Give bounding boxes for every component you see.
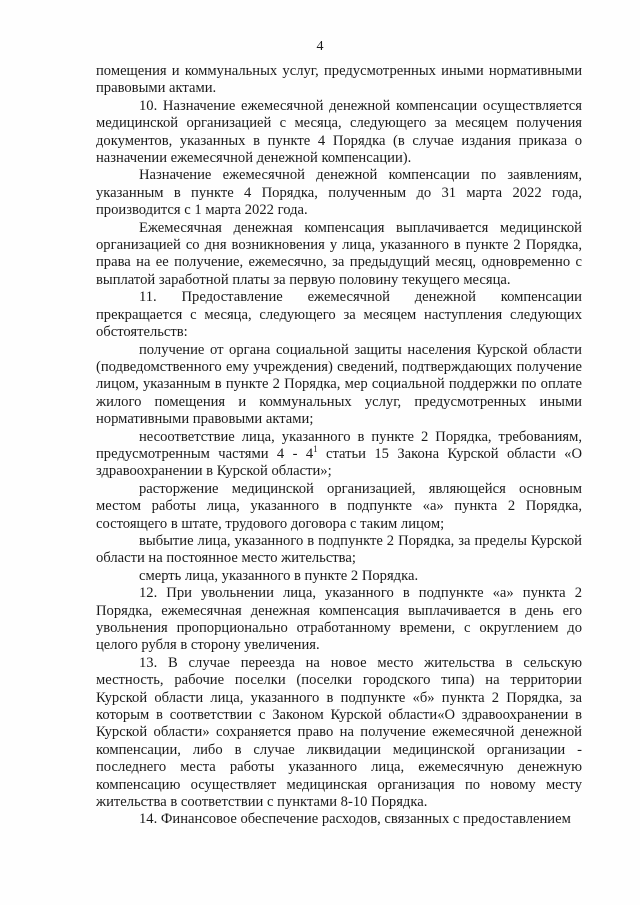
- paragraph-10-payment: Ежемесячная денежная компенсация выплачивается медицинской организацией со дня возникновения у лица, указанного в пункте 2 Порядка, права на ее получение, ежемесячно, за предыдущий месяц, одновременно с выплатой заработной платы за первую половину текущего месяца.: [96, 219, 582, 288]
- paragraph-13: 13. В случае переезда на новое место жительства в сельскую местность, рабочие поселки (поселки городского типа) на территории Курской области лица, указанного в подпункте «б» пункта 2 Порядка, за которым в соответствии с Законом Курской области«О здравоохранении в Курской области» сохраняется право на получение ежемесячной денежной компенсации, либо в случае ликвидации медицинской организации - последнего места работы указанного лица, ежемесячную денежную компенсацию осуществляет медицинская организация по новому месту жительства в соответствии с пунктами 8-10 Порядка.: [96, 654, 582, 811]
- paragraph-11-item-social-support: получение от органа социальной защиты населения Курской области (подведомственного ему учреждения) сведений, подтверждающих получение лицом, указанным в пункте 2 Порядка, мер социальной поддержки по оплате жилого помещения и коммунальных услуг, предусмотренных иными нормативными правовыми актами;: [96, 341, 582, 428]
- paragraph-11-item-nonconformity: [96, 429, 582, 481]
- paragraph-11-item-contract-termination: расторжение медицинской организацией, являющейся основным местом работы лица, указанного в подпункте «а» пункта 2 Порядка, состоящего в штате, трудового договора с таким лицом;: [96, 480, 582, 532]
- page-number: 4: [316, 39, 324, 54]
- paragraph-14: 14. Финансовое обеспечение расходов, связанных с предоставлением: [139, 811, 571, 828]
- paragraph-10-appointment-deadline: Назначение ежемесячной денежной компенсации по заявлениям, указанным в пункте 4 Порядка, полученным до 31 марта 2022 года, производится с 1 марта 2022 года.: [96, 167, 582, 219]
- paragraph-11-item-death: смерть лица, указанного в пункте 2 Порядка.: [139, 567, 419, 584]
- document-body: [96, 63, 582, 829]
- superscript-mark: 1: [313, 444, 318, 455]
- paragraph-10: 10. Назначение ежемесячной денежной компенсации осуществляется медицинской организацией с месяца, следующего за месяцем получения документов, указанных в пункте 4 Порядка (в случае издания приказа о назначении ежемесячной денежной компенсации).: [96, 97, 582, 167]
- paragraph-12: 12. При увольнении лица, указанного в подпункте «а» пункта 2 Порядка, ежемесячная денежная компенсация выплачивается в день его увольнения пропорционально отработанному времени, с округлением до целого рубля в сторону увеличения.: [96, 585, 582, 654]
- paragraph-11-item-nonconformity-tail: статьи 15 Закона Курской области «О здравоохранении в Курской области»;: [96, 445, 582, 480]
- paragraph-11-item-relocation: выбытие лица, указанного в подпункте 2 Порядка, за пределы Курской области на постоянное место жительства;: [96, 532, 582, 567]
- paragraph-11: 11. Предоставление ежемесячной денежной компенсации прекращается с месяца, следующего за месяцем наступления следующих обстоятельств:: [96, 289, 582, 341]
- paragraph-continuation: помещения и коммунальных услуг, предусмотренных иными нормативными правовыми актами.: [96, 63, 582, 97]
- paragraph-11-item-nonconformity-text: несоответствие лица, указанного в пункте 2 Порядка, требованиям, предусмотренным частями 4 - 4: [96, 428, 582, 462]
